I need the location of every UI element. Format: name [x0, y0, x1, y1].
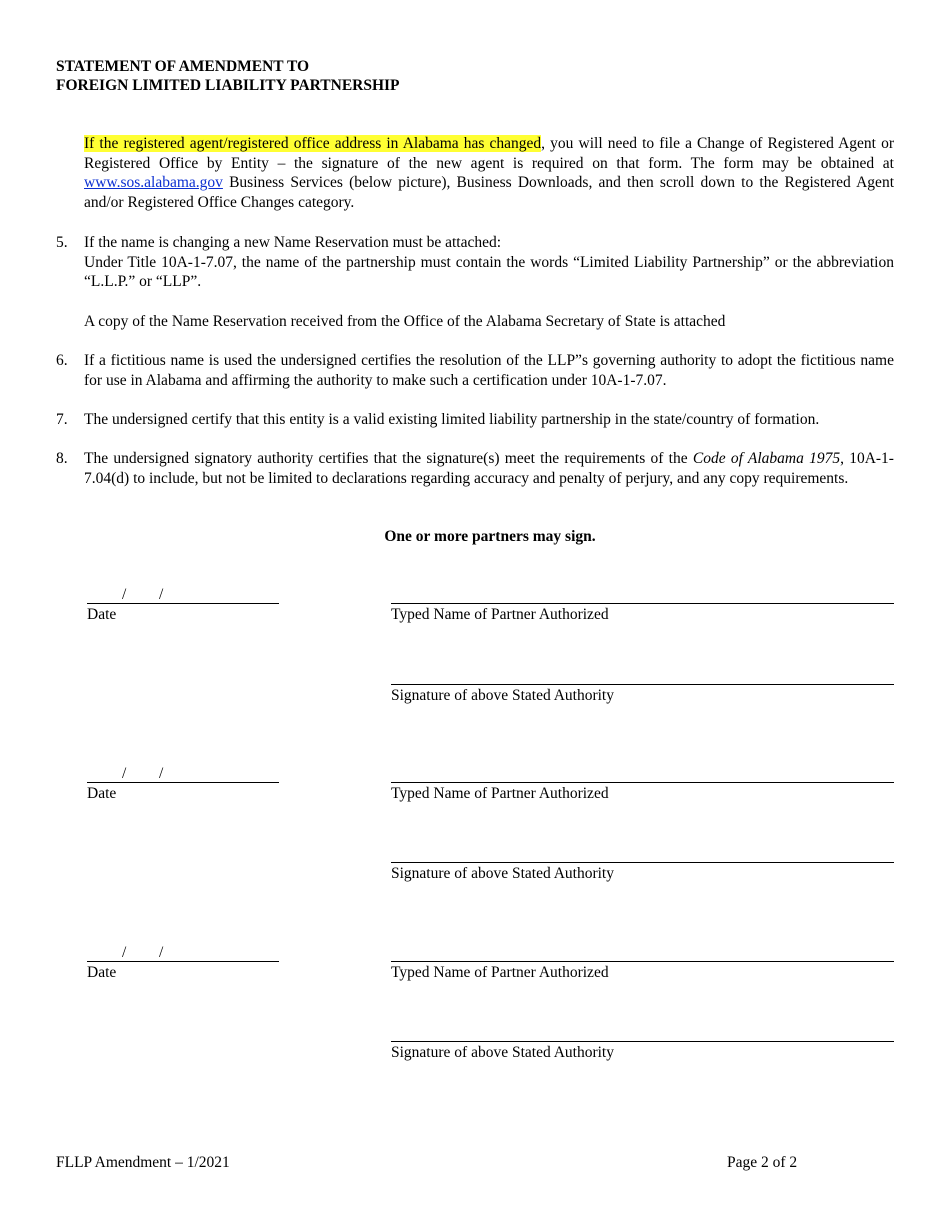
item-5 — [56, 233, 894, 292]
item-number: 8. — [56, 450, 68, 467]
sos-website-link[interactable]: www.sos.alabama.gov — [84, 174, 223, 191]
item-8-text-b: , 10A-1-7.04(d) to include, but not be limited to declarations regarding accuracy and penalty of perjury, and any copy requirements. — [84, 450, 894, 487]
signature-field-1[interactable] — [391, 684, 894, 685]
item-6-text: If a fictitious name is used the undersigned certifies the resolution of the LLP”s governing authority to adopt the fictitious name for use in Alabama and affirming the authority to make such a certification under 10A-1-7.07. — [84, 352, 894, 389]
signature-label: Signature of above Stated Authority — [391, 687, 614, 704]
date-label: Date — [87, 785, 117, 802]
title-line-1: STATEMENT OF AMENDMENT TO — [56, 58, 310, 75]
partners-note: One or more partners may sign. — [384, 528, 596, 545]
registered-agent-paragraph — [84, 134, 894, 212]
typed-name-field-3[interactable] — [391, 961, 894, 962]
typed-name-label: Typed Name of Partner Authorized — [391, 785, 609, 802]
typed-name-label: Typed Name of Partner Authorized — [391, 964, 609, 981]
name-reservation-note: A copy of the Name Reservation received from the Office of the Alabama Secretary of State is attached — [84, 313, 726, 330]
highlighted-text: If the registered agent/registered office address in Alabama has changed — [84, 135, 542, 152]
signature-label: Signature of above Stated Authority — [391, 865, 614, 882]
item-number: 5. — [56, 234, 68, 251]
footer-page-number: Page 2 of 2 — [727, 1154, 798, 1171]
date-slash: / — [159, 586, 164, 603]
date-slash: / — [122, 944, 127, 961]
intro-text-b: Business Services (below picture), Business Downloads, and then scroll down to the Registered Agent and/or Registered Office Changes category. — [84, 174, 894, 211]
date-slash: / — [159, 765, 164, 782]
date-label: Date — [87, 606, 117, 623]
typed-name-label: Typed Name of Partner Authorized — [391, 606, 609, 623]
item-6 — [56, 351, 894, 390]
date-slash: / — [122, 765, 127, 782]
signature-field-2[interactable] — [391, 862, 894, 863]
date-field-2[interactable] — [87, 764, 279, 783]
item-number: 6. — [56, 352, 68, 369]
item-7 — [56, 410, 894, 430]
title-line-2: FOREIGN LIMITED LIABILITY PARTNERSHIP — [56, 77, 400, 94]
date-slash: / — [159, 944, 164, 961]
intro-text-a: , you will need to file a Change of Registered Agent or Registered Office by Entity – the signature of the new agent is required on that form. The form may be obtained at — [84, 135, 894, 172]
item-number: 7. — [56, 411, 68, 428]
signature-field-3[interactable] — [391, 1041, 894, 1042]
typed-name-field-1[interactable] — [391, 603, 894, 604]
item-8-text — [84, 449, 894, 488]
date-field-3[interactable] — [87, 943, 279, 962]
signature-label: Signature of above Stated Authority — [391, 1044, 614, 1061]
item-8-text-a: The undersigned signatory authority certifies that the signature(s) meet the requirements of the — [84, 450, 693, 467]
document-title — [56, 57, 400, 95]
item-8 — [56, 449, 894, 488]
item-5-line-1: If the name is changing a new Name Reservation must be attached: — [84, 234, 502, 251]
footer-form-id: FLLP Amendment – 1/2021 — [56, 1154, 230, 1171]
item-7-text: The undersigned certify that this entity is a valid existing limited liability partnership in the state/country of formation. — [84, 411, 820, 428]
typed-name-field-2[interactable] — [391, 782, 894, 783]
item-8-italic: Code of Alabama 1975 — [692, 450, 841, 467]
date-label: Date — [87, 964, 117, 981]
date-field-1[interactable] — [87, 585, 279, 604]
item-5-line-2: Under Title 10A-1-7.07, the name of the partnership must contain the words “Limited Liability Partnership” or the abbreviation “L.L.P.” or “LLP”. — [84, 253, 894, 290]
date-slash: / — [122, 586, 127, 603]
